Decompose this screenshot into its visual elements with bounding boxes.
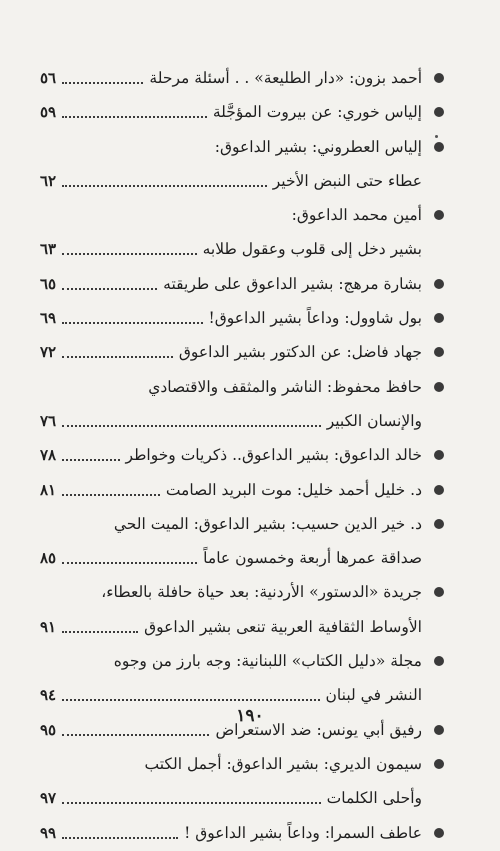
toc-entry-text: إلياس العطروني: بشير الداعوق: xyxy=(214,137,422,156)
toc-entry-text: النشر في لبنان xyxy=(325,686,422,705)
page-number: ١٩٠ xyxy=(236,706,264,726)
toc-entry-text: أمين محمد الداعوق: xyxy=(291,206,422,225)
toc-line xyxy=(40,336,444,370)
toc-page-number: ٧٨ xyxy=(40,446,57,465)
toc-line xyxy=(40,131,444,165)
bullet-icon xyxy=(434,107,444,117)
dot-leader xyxy=(62,696,320,701)
dot-leader xyxy=(62,113,207,118)
bullet-icon xyxy=(434,279,444,289)
toc-line xyxy=(40,542,444,576)
toc-line xyxy=(40,576,444,610)
toc-entry-text: صداقة عمرها أربعة وخمسون عاماً xyxy=(203,549,422,568)
toc-page-number: ٦٥ xyxy=(40,274,57,293)
toc-line xyxy=(40,439,444,473)
toc-entry-text: حافظ محفوظ: الناشر والمثقف والاقتصادي xyxy=(148,377,422,396)
table-of-contents xyxy=(40,62,444,851)
toc-entry-text: عاطف السمرا: وداعاً بشير الداعوق ! xyxy=(184,823,422,842)
bullet-icon xyxy=(434,73,444,83)
bullet-icon xyxy=(434,382,444,392)
bullet-icon xyxy=(434,519,444,529)
toc-line xyxy=(40,371,444,405)
bullet-icon xyxy=(434,725,444,735)
toc-page-number: ٨١ xyxy=(40,480,57,499)
toc-line xyxy=(40,474,444,508)
toc-entry-text: أحمد بزون: «دار الطليعة» . . أسئلة مرحلة xyxy=(149,69,422,87)
bullet-icon xyxy=(434,313,444,323)
toc-entry-text: وأحلى الكلمات xyxy=(326,789,422,808)
toc-line xyxy=(40,508,444,542)
toc-page-number: ٧٢ xyxy=(40,343,57,362)
toc-entry-text: بشارة مرهج: بشير الداعوق على طريقته xyxy=(163,274,422,293)
toc-page-number: ٩٩ xyxy=(40,823,57,842)
dot-leader xyxy=(62,731,209,736)
toc-line xyxy=(40,405,444,439)
bullet-icon xyxy=(434,450,444,460)
bullet-icon xyxy=(434,210,444,220)
dot-leader xyxy=(62,628,138,633)
dot-leader xyxy=(62,559,197,564)
toc-entry-text: بشير دخل إلى قلوب وعقول طلابه xyxy=(202,240,422,259)
toc-entry-text: عطاء حتى النبض الأخير xyxy=(272,171,422,190)
bullet-icon xyxy=(434,759,444,769)
toc-entry-text: سيمون الديري: بشير الداعوق: أجمل الكتب xyxy=(144,754,422,773)
toc-line xyxy=(40,268,444,302)
toc-page-number: ٩٥ xyxy=(40,720,57,739)
toc-entry-text: بول شاوول: وداعاً بشير الداعوق! xyxy=(208,309,422,328)
toc-page-number: ٨٥ xyxy=(40,549,57,568)
bullet-icon xyxy=(434,485,444,495)
bullet-icon xyxy=(434,587,444,597)
dot-leader xyxy=(62,422,321,427)
toc-entry-text: خالد الداعوق: بشير الداعوق.. ذكريات وخواطر xyxy=(125,446,422,465)
dot-leader xyxy=(62,799,321,804)
toc-entry-text: د. خير الدين حسيب: بشير الداعوق: الميت الحي xyxy=(113,514,422,533)
dot-leader xyxy=(62,250,197,255)
dot-leader xyxy=(62,79,143,84)
dot-leader xyxy=(62,285,157,290)
toc-page-number: ٩٤ xyxy=(40,686,57,705)
toc-page-number: ٦٩ xyxy=(40,309,57,328)
toc-page-number: ٥٩ xyxy=(40,103,57,122)
toc-line xyxy=(40,645,444,679)
toc-entry-text: جريدة «الدستور» الأردنية: بعد حياة حافلة بالعطاء، xyxy=(101,583,422,602)
dot-leader xyxy=(62,353,173,358)
dot-leader xyxy=(62,182,267,187)
toc-page-number: ٦٣ xyxy=(40,240,57,259)
toc-entry-text: إلياس خوري: عن بيروت المؤجَّلة xyxy=(212,103,422,122)
toc-line xyxy=(40,302,444,336)
toc-page-number: ٥٦ xyxy=(40,69,57,87)
dot-leader xyxy=(62,834,178,839)
toc-entry-text: جهاد فاضل: عن الدكتور بشير الداعوق xyxy=(178,343,422,362)
toc-line xyxy=(40,96,444,130)
toc-page-number: ٦٢ xyxy=(40,171,57,190)
toc-entry-text: رفيق أبي يونس: ضد الاستعراض xyxy=(215,720,422,739)
bullet-icon xyxy=(434,656,444,666)
toc-entry-text: مجلة «دليل الكتاب» اللبنانية: وجه بارز من وجوه xyxy=(113,652,422,671)
toc-line xyxy=(40,611,444,645)
toc-line xyxy=(40,165,444,199)
toc-page-number: ٩١ xyxy=(40,617,57,636)
toc-page-number: ٩٧ xyxy=(40,789,57,808)
bullet-icon xyxy=(434,347,444,357)
dot-leader xyxy=(62,319,203,324)
toc-entry-text: الأوساط الثقافية العربية تنعى بشير الداعوق xyxy=(144,617,422,636)
toc-line xyxy=(40,233,444,267)
dot-leader xyxy=(62,491,160,496)
toc-line xyxy=(40,748,444,782)
bullet-icon xyxy=(434,142,444,152)
bullet-icon xyxy=(434,828,444,838)
toc-line xyxy=(40,62,444,96)
toc-line xyxy=(40,782,444,816)
dot-leader xyxy=(62,456,120,461)
toc-line xyxy=(40,817,444,851)
toc-line xyxy=(40,199,444,233)
toc-entry-text: د. خليل أحمد خليل: موت البريد الصامت xyxy=(165,480,422,499)
toc-entry-text: والإنسان الكبير xyxy=(326,411,422,430)
toc-page-number: ٧٦ xyxy=(40,411,57,430)
